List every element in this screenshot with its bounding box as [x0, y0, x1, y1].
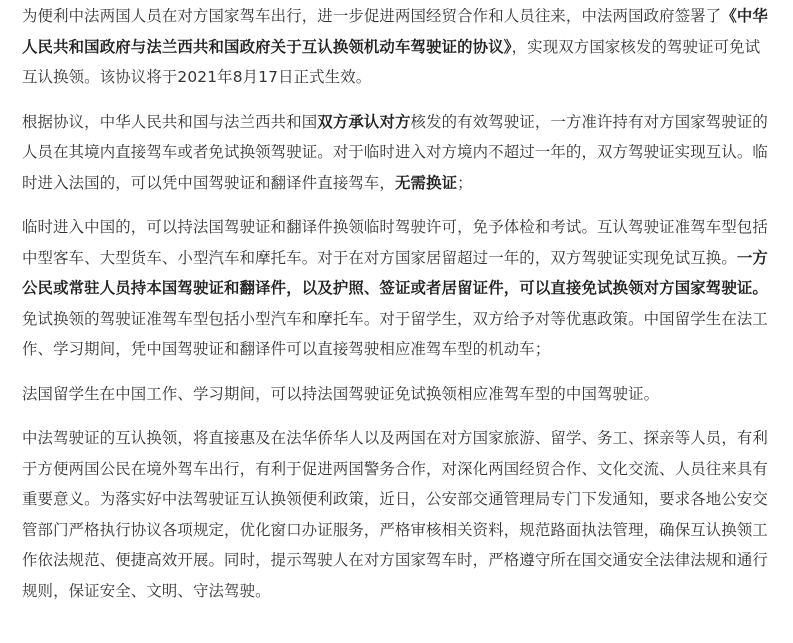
- para4-text-1: 法国留学生在中国工作、学习期间，可以持法国驾驶证免试换领相应准驾车型的中国驾驶证。: [22, 384, 660, 403]
- paragraph-1: [22, 1, 771, 93]
- paragraph-3: [22, 212, 771, 365]
- para1-text-2: ，实现双方国家核发的驾驶证可免试互认换领。该协议将于2021年8月17日正式生效。: [22, 37, 761, 86]
- para2-text-3: ；: [457, 173, 473, 192]
- para2-text-1: 根据协议，中华人民共和国与法兰西共和国: [22, 112, 318, 131]
- paragraph-4: [22, 379, 771, 410]
- para5-text-1: 中法驾驶证的互认换领，将直接惠及在法华侨华人以及两国在对方国家旅游、留学、务工、探亲等人员，有利于方便两国公民在境外驾车出行，有利于促进两国警务合作，对深化两国经贸合作、文化交流、人员往来具有重要意义。为落实好中法驾驶证互认换领便利政策，近日，公安部交通管理局专门下发通知，要求各地公安交管部门严格执行协议各项规定，优化窗口办证服务，严格审核相关资料，规范路面执法管理，确保互认换领工作依法规范、便捷高效开展。同时，提示驾驶人在对方国家驾车时，严格遵守所在国交通安全法律法规和通行规则，保证安全、文明、守法驾驶。: [22, 429, 768, 600]
- para2-text-2: 核发的有效驾驶证，一方准许持有对方国家驾驶证的人员在其境内直接驾车或者免试换领驾驶证。对于临时进入对方境内不超过一年的，双方驾驶证实现互认。临时进入法国的，可以凭中国驾驶证和翻译件直接驾车，: [22, 112, 768, 192]
- para2-bold-mutual-recognition: 双方承认对方: [317, 112, 411, 131]
- para2-bold-no-exchange: 无需换证: [394, 173, 458, 192]
- para3-text-1: 临时进入中国的，可以持法国驾驶证和翻译件换领临时驾驶许可，免予体检和考试。互认驾驶证准驾车型包括中型客车、大型货车、小型汽车和摩托车。对于在对方国家居留超过一年的，双方驾驶证实现免试互换。: [22, 218, 768, 267]
- para3-bold-exchange-rule: 一方公民或常驻人员持本国驾驶证和翻译件，以及护照、签证或者居留证件，可以直接免试换领对方国家驾驶证。: [22, 248, 768, 297]
- para3-text-2: 免试换领的驾驶证准驾车型包括小型汽车和摩托车。对于留学生，双方给予对等优惠政策。中国留学生在法工作、学习期间，凭中国驾驶证和翻译件可以直接驾驶相应准驾车型的机动车；: [22, 309, 768, 358]
- paragraph-5: [22, 423, 771, 606]
- paragraph-2: [22, 107, 771, 199]
- para1-agreement-title: 《中华人民共和国政府与法兰西共和国政府关于互认换领机动车驾驶证的协议》: [22, 7, 768, 56]
- para1-text-1: 为便利中法两国人员在对方国家驾车出行，进一步促进两国经贸合作和人员往来，中法两国政府签署了: [22, 7, 722, 25]
